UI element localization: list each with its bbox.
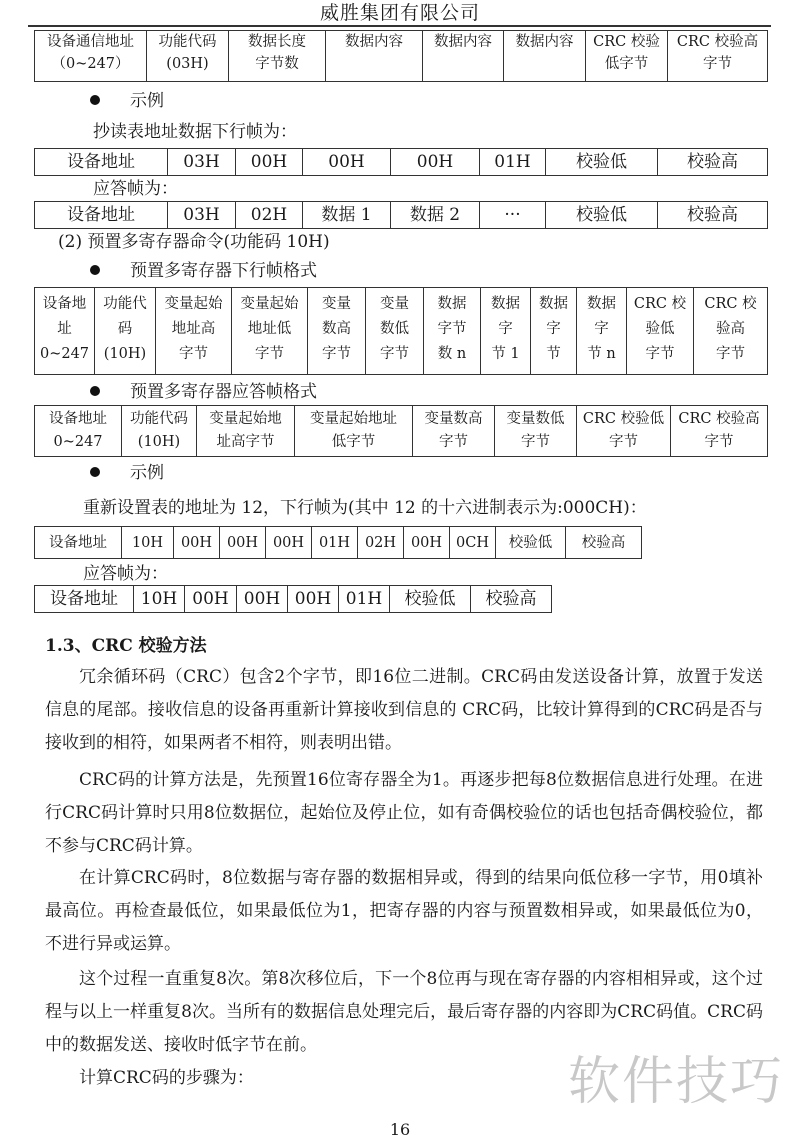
table-cell: 数据 字 节 1 [481, 288, 531, 375]
table-cell: CRC 校 验高 字节 [694, 288, 768, 375]
table-cell: 10H [122, 527, 174, 559]
table-cell: 数据 字节 数 n [424, 288, 481, 375]
table-cell: CRC 校验高 字节 [671, 406, 768, 457]
example1-request-label: 抄读表地址数据下行帧为： [93, 122, 297, 142]
table-cell: 设备地 址 0~247 [35, 288, 95, 375]
table-cell: CRC 校 验低 字节 [627, 288, 694, 375]
table-cell: 10H [134, 586, 185, 613]
table-row [35, 31, 768, 82]
table-cell: 校验低 [496, 527, 566, 559]
table-cell: 00H [185, 586, 237, 613]
table-cell: 00H [391, 149, 480, 176]
table-cell: 数据 字 节 n [577, 288, 627, 375]
table-cell: 数据 2 [391, 202, 480, 229]
bullet-item [90, 89, 164, 113]
table-cell: 00H [220, 527, 266, 559]
bullet-icon [90, 386, 100, 396]
table-row [35, 149, 768, 176]
bullet-text: 预置多寄存器下行帧格式 [130, 261, 317, 281]
table-cell: 功能代码 (03H) [147, 31, 229, 82]
table-row [35, 586, 552, 613]
bullet-item [90, 461, 164, 485]
table-cell: 00H [266, 527, 312, 559]
preset-registers-request-table [34, 287, 768, 375]
table-cell: 数据内容 [504, 31, 586, 82]
header-rule [28, 25, 771, 27]
example2-request-table [34, 526, 642, 559]
table-cell: 功能代 码 (10H) [95, 288, 156, 375]
table-cell: 00H [288, 586, 339, 613]
paragraph: 计算CRC码的步骤为： [79, 1068, 254, 1088]
page-number: 16 [389, 1120, 411, 1139]
example1-response-label: 应答帧为： [93, 179, 178, 199]
bullet-icon [90, 467, 100, 477]
table-cell: 02H [236, 202, 303, 229]
example2-response-label: 应答帧为： [83, 564, 168, 584]
example1-response-table [34, 201, 768, 229]
read-response-format-table [34, 30, 768, 82]
table-cell: 0CH [450, 527, 496, 559]
table-row [35, 288, 768, 375]
paragraph: 冗余循环码（CRC）包含2个字节，即16位二进制。CRC码由发送设备计算，放置于发送信息的尾部。接收信息的设备再重新计算接收到信息的 CRC码，比较计算得到的CRC码是否与接收到的相符，如果两者不相符，则表明出错。 [45, 667, 763, 753]
bullet-icon [90, 95, 100, 105]
bullet-text: 示例 [130, 91, 164, 111]
table-cell: 01H [480, 149, 546, 176]
table-cell: CRC 校验低 字节 [577, 406, 671, 457]
table-cell: 变量起始 地址低 字节 [232, 288, 308, 375]
page-header-title: 威胜集团有限公司 [319, 2, 480, 24]
example2-response-table [34, 585, 552, 613]
table-cell: CRC 校验 低字节 [586, 31, 668, 82]
table-cell: 数据内容 [326, 31, 423, 82]
table-cell: 校验高 [658, 149, 768, 176]
table-cell: 校验低 [546, 202, 658, 229]
table-cell: 数据 1 [303, 202, 391, 229]
table-cell: CRC 校验高 字节 [668, 31, 768, 82]
example2-request-label: 重新设置表的地址为 12，下行帧为(其中 12 的十六进制表示为:000CH)： [83, 498, 647, 518]
paragraph: 这个过程一直重复8次。第8次移位后，下一个8位再与现在寄存器的内容相相异或，这个过程与以上一样重复8次。当所有的数据信息处理完后，最后寄存器的内容即为CRC码值。CRC码中的数据发送、接收时低字节在前。 [45, 969, 763, 1055]
watermark: 软件技巧 [568, 1052, 785, 1112]
bullet-text: 预置多寄存器应答帧格式 [130, 382, 317, 402]
table-cell: 00H [404, 527, 450, 559]
section2-heading: (2) 预置多寄存器命令(功能码 10H) [58, 232, 330, 252]
table-cell: 00H [237, 586, 288, 613]
table-cell: 校验低 [390, 586, 471, 613]
table-cell: 设备地址 [35, 586, 134, 613]
table-cell: 03H [168, 149, 236, 176]
table-cell: 设备地址 [35, 202, 168, 229]
example1-request-table [34, 148, 768, 176]
table-cell: 03H [168, 202, 236, 229]
crc-section-heading: 1.3、CRC 校验方法 [45, 636, 207, 656]
preset-registers-response-table [34, 405, 768, 457]
table-cell: 校验高 [566, 527, 642, 559]
table-cell: 变量数高 字节 [413, 406, 495, 457]
bullet-text: 示例 [130, 463, 164, 483]
table-cell: ··· [480, 202, 546, 229]
table-cell: 数据内容 [423, 31, 504, 82]
table-cell: 数据 字 节 [531, 288, 577, 375]
table-cell: 设备通信地址 （0~247） [35, 31, 147, 82]
table-cell: 校验高 [471, 586, 552, 613]
table-cell: 设备地址 0~247 [35, 406, 122, 457]
table-cell: 变量起始地 址高字节 [197, 406, 295, 457]
table-cell: 02H [358, 527, 404, 559]
bullet-icon [90, 265, 100, 275]
table-cell: 00H [236, 149, 303, 176]
table-cell: 功能代码 (10H) [122, 406, 197, 457]
paragraph: CRC码的计算方法是，先预置16位寄存器全为1。再逐步把每8位数据信息进行处理。在进行CRC码计算时只用8位数据位，起始位及停止位，如有奇偶校验位的话也包括奇偶校验位，都不参与CRC码计算。 [45, 770, 763, 856]
table-row [35, 406, 768, 457]
table-row [35, 202, 768, 229]
table-cell: 变量 数高 字节 [308, 288, 366, 375]
table-cell: 00H [174, 527, 220, 559]
bullet-item [90, 259, 317, 283]
paragraph: 在计算CRC码时，8位数据与寄存器的数据相异或，得到的结果向低位移一字节，用0填补最高位。再检查最低位，如果最低位为1，把寄存器的内容与预置数相异或，如果最低位为0，不进行异或运算。 [45, 868, 763, 954]
table-cell: 变量起始 地址高 字节 [156, 288, 232, 375]
table-cell: 变量 数低 字节 [366, 288, 424, 375]
table-cell: 01H [312, 527, 358, 559]
table-cell: 校验低 [546, 149, 658, 176]
table-cell: 设备地址 [35, 149, 168, 176]
table-cell: 变量起始地址 低字节 [295, 406, 413, 457]
table-cell: 数据长度 字节数 [229, 31, 326, 82]
table-cell: 00H [303, 149, 391, 176]
table-cell: 01H [339, 586, 390, 613]
bullet-item [90, 380, 317, 404]
table-row [35, 527, 642, 559]
table-cell: 校验高 [658, 202, 768, 229]
table-cell: 变量数低 字节 [495, 406, 577, 457]
table-cell: 设备地址 [35, 527, 122, 559]
